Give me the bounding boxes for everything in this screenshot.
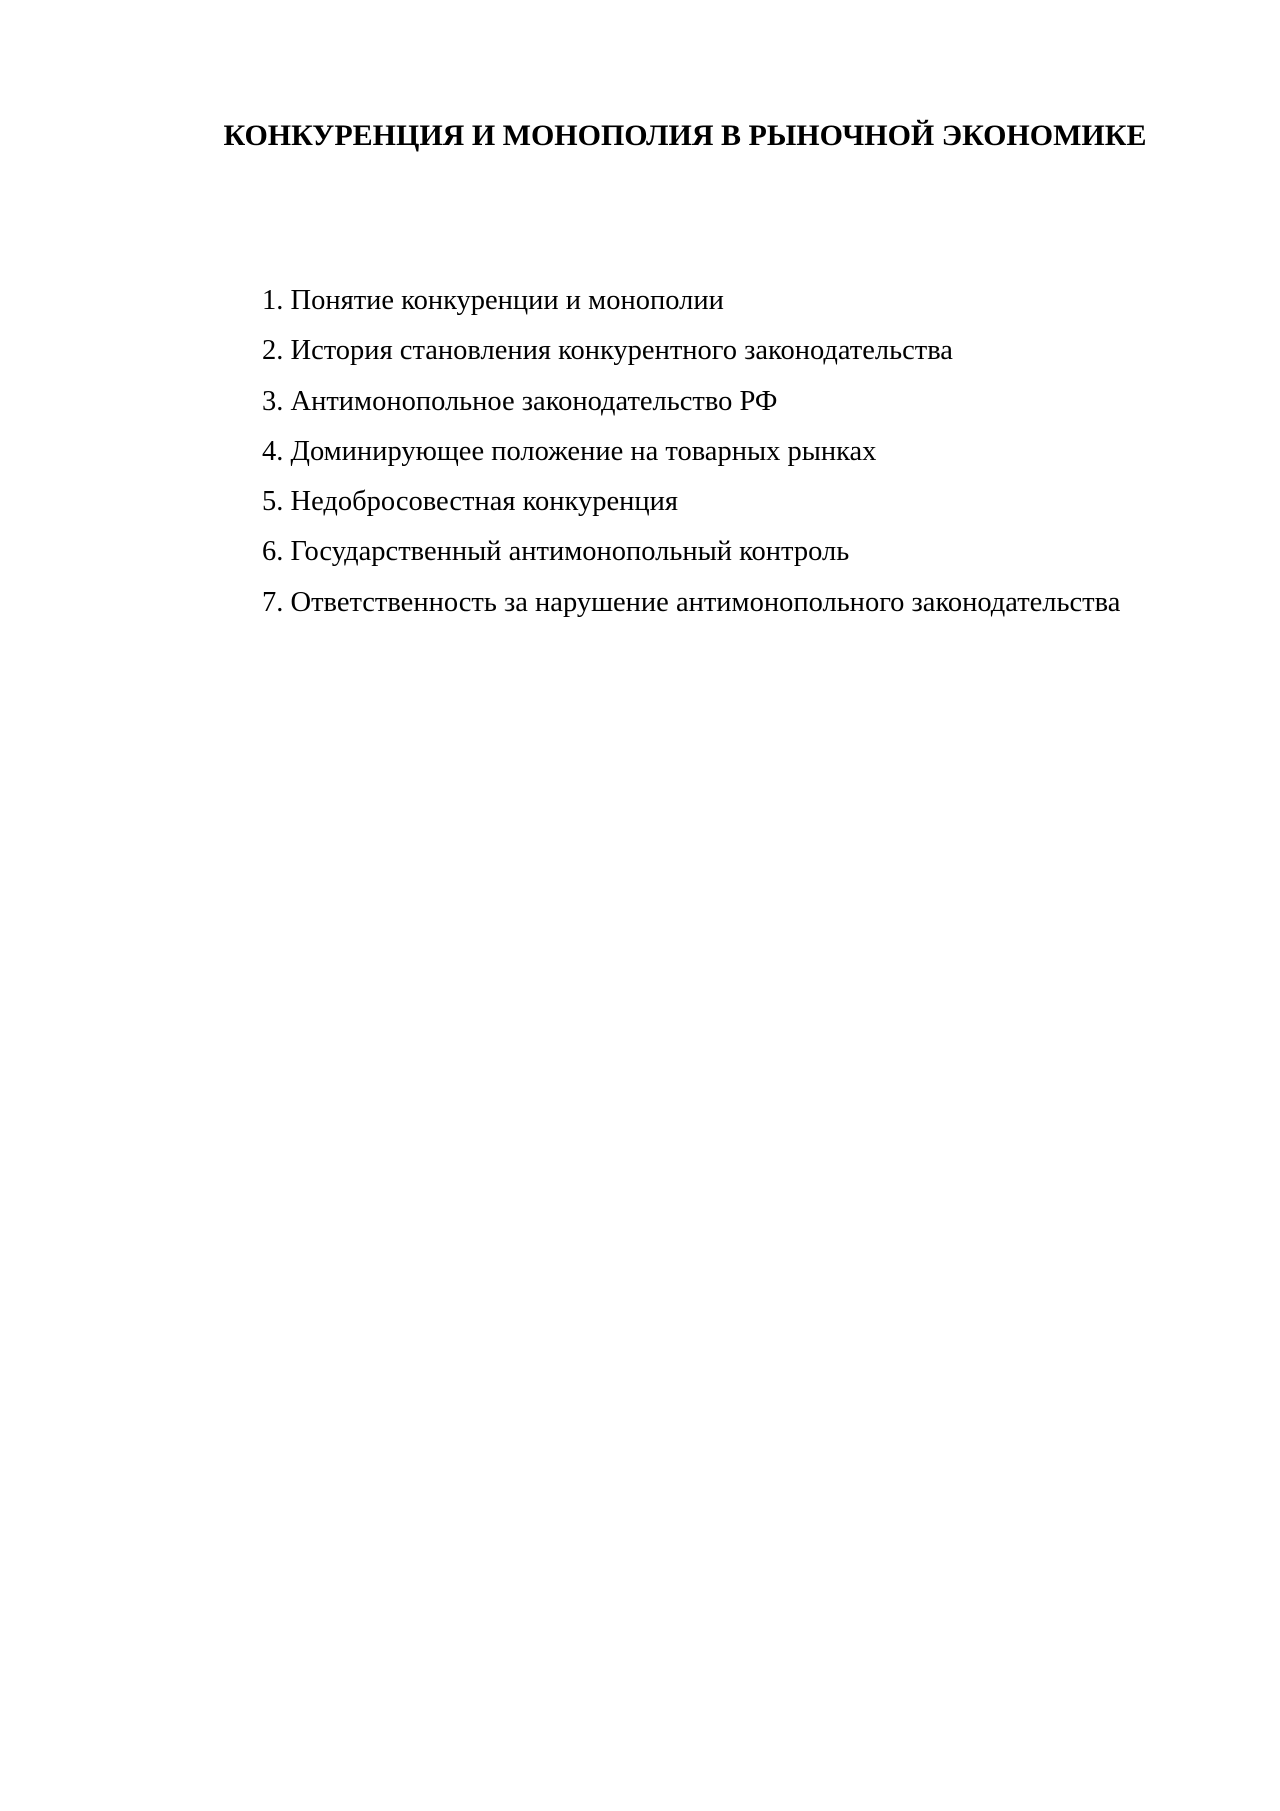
toc-item-text: Государственный антимонопольный контроль [290,536,850,568]
toc-item [262,377,1120,427]
toc-item [262,578,1120,628]
toc-item-number: 4. [262,435,284,467]
toc-item [262,477,1120,527]
toc-item-number: 6. [262,536,284,568]
toc-item-number: 3. [262,385,284,417]
document-title: КОНКУРЕНЦИЯ И МОНОПОЛИЯ В РЫНОЧНОЙ ЭКОНОМИКЕ [223,119,1147,152]
toc-item-text: Ответственность за нарушение антимонопольного законодательства [290,586,1121,618]
toc-item [262,527,1120,577]
toc-item [262,326,1120,376]
toc-item-text: История становления конкурентного законодательства [290,335,953,367]
toc-item-number: 7. [262,586,284,618]
toc-item-number: 2. [262,335,284,367]
toc-item-number: 1. [262,285,284,316]
toc-item-text: Понятие конкуренции и монополии [290,285,724,316]
toc-item [262,427,1120,477]
toc-item-text: Доминирующее положение на товарных рынках [290,435,877,467]
table-of-contents [262,276,1120,628]
toc-item [262,276,1120,326]
toc-item-text: Недобросовестная конкуренция [290,486,678,518]
toc-item-text: Антимонопольное законодательство РФ [290,385,778,417]
toc-item-number: 5. [262,486,284,518]
